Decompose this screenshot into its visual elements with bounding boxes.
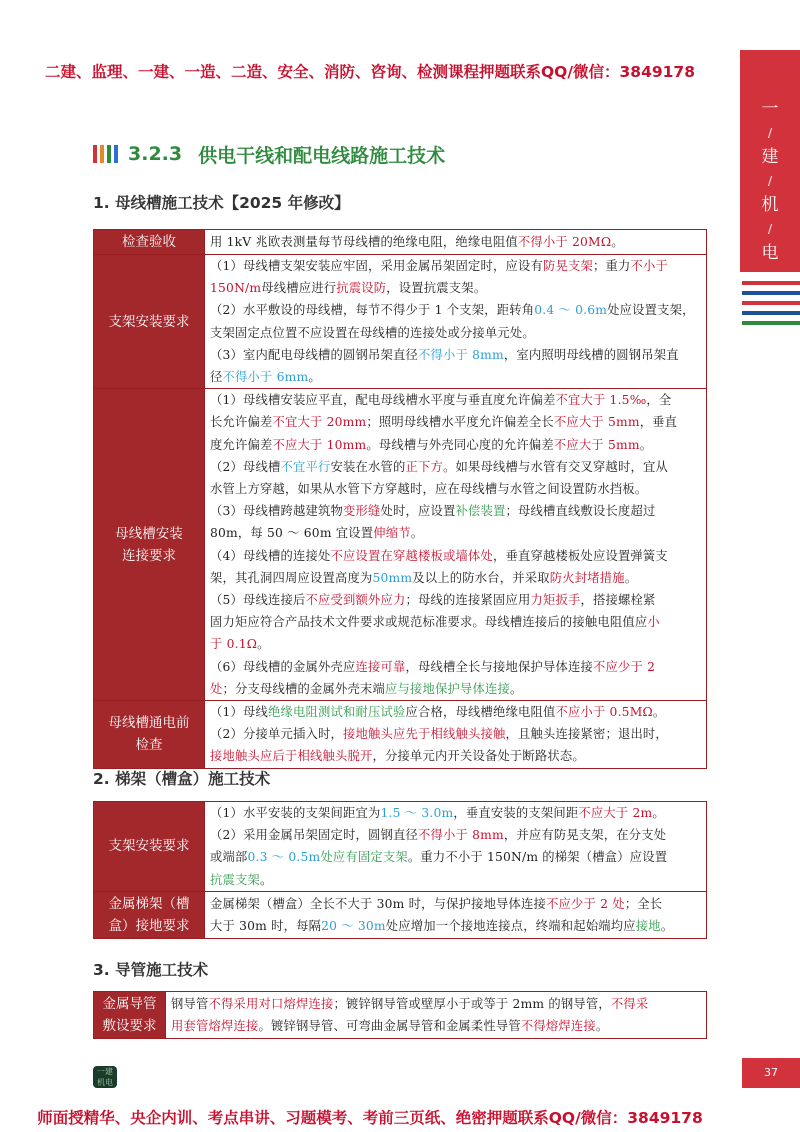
highlighted-text: 不应少于 2 处 [546, 896, 625, 911]
row-content [205, 230, 707, 255]
body-text: 。 [611, 234, 624, 249]
table-row [94, 992, 707, 1039]
content-line [210, 366, 701, 388]
body-text: ；分支母线槽的金属外壳末端 [222, 681, 385, 696]
decor-stripe [742, 281, 800, 285]
content-line [210, 701, 701, 723]
content-line [210, 824, 701, 846]
row-content [205, 255, 707, 389]
highlighted-text: 0.3 ～ 0.5m [247, 850, 321, 865]
decor-stripe [742, 291, 800, 295]
body-text: 应合格，母线槽绝缘电阻值 [405, 705, 556, 720]
content-line [210, 915, 701, 937]
body-text: （2）采用金属吊架固定时，圆钢直径 [210, 828, 418, 843]
content-line [210, 567, 701, 589]
body-text: 及以上的防水台，并采取 [412, 570, 550, 585]
highlighted-text: 不得熔焊连接 [520, 1019, 596, 1033]
body-text: 。 [257, 637, 270, 652]
highlighted-text: 应与接地保护导体连接 [384, 681, 510, 696]
highlighted-text: 不得小于 6mm [222, 370, 309, 385]
cable-tray-table [93, 801, 707, 939]
body-text: ；镀锌钢导管或壁厚小于或等于 2mm 的钢导管， [333, 996, 611, 1011]
content-line [210, 656, 701, 678]
body-text: 架，其孔洞四周应设置高度为 [210, 570, 373, 585]
body-text: 安装在水管的 [330, 459, 406, 474]
highlighted-text: 接地触头应后于相线触头脱开 [210, 749, 373, 764]
highlighted-text: 不得采 [610, 996, 649, 1011]
highlighted-text: 正下方 [405, 459, 443, 474]
content-line [210, 893, 701, 915]
highlighted-text: 20 ～ 30m [321, 918, 386, 933]
content-line [210, 389, 701, 411]
highlighted-text: 处 [210, 681, 223, 696]
heading-bars-icon [93, 145, 118, 163]
content-line [171, 1015, 701, 1037]
body-text: （3）母线槽跨越建筑物 [210, 504, 343, 519]
body-text: 钢导管 [171, 996, 209, 1011]
highlighted-text: 处应有固定支架 [320, 850, 408, 865]
body-text: 。 [595, 1019, 609, 1033]
row-label: 金属梯架（槽盒）接地要求 [94, 891, 205, 938]
content-line [171, 993, 701, 1015]
body-text: ；全长 [624, 896, 663, 911]
highlighted-text: 150N/m [210, 281, 262, 296]
highlighted-text: 不得小于 8mm [417, 828, 504, 843]
side-tab-char: 机 [761, 195, 779, 215]
highlighted-text: 不应大于 5mm [553, 415, 640, 430]
highlighted-text: 补偿装置 [455, 504, 506, 519]
subheading-cable-tray: 2. 梯架（槽盒）施工技术 [93, 770, 271, 788]
highlighted-text: 不宜平行 [280, 459, 331, 474]
body-text: 用 1kV 兆欧表测量每节母线槽的绝缘电阻，绝缘电阻值 [210, 234, 518, 249]
content-line [210, 478, 701, 500]
row-content [205, 701, 707, 769]
content-line [210, 299, 701, 321]
highlighted-text: 不得小于 8mm [417, 347, 504, 362]
highlighted-text: 不得采用对口熔焊连接 [208, 996, 334, 1011]
highlighted-text: 不得小于 20MΩ [517, 234, 612, 249]
table-row [94, 802, 707, 892]
body-text: （2）母线槽 [210, 459, 281, 474]
body-text: 金属梯架（槽盒）全长不大于 30m 时，与保护接地导体连接 [210, 896, 547, 911]
highlighted-text: 接地触头应先于相线触头接触 [343, 727, 506, 742]
section-number: 3.2.3 [128, 143, 183, 165]
content-line [210, 802, 701, 824]
body-text: ，设置抗震支架。 [386, 281, 487, 296]
highlighted-text: 绝缘电阻测试和耐压试验 [268, 705, 406, 720]
body-text: （5）母线连接后 [210, 593, 306, 608]
highlighted-text: 不应大于 2m [578, 806, 653, 820]
highlighted-text: 防火封堵措施 [549, 570, 625, 585]
body-text: 处应增加一个接地连接点，终端和起始端均应 [385, 918, 636, 933]
body-text: ；母线的连接紧固应用 [405, 593, 531, 608]
body-text: ；重力 [592, 259, 631, 273]
body-text: 。 [660, 918, 674, 933]
content-line [210, 500, 701, 522]
body-text: 大于 30m 时，每隔 [210, 918, 322, 933]
body-text: 处应设置支架， [607, 303, 695, 318]
highlighted-text: 50mm [372, 570, 413, 585]
highlighted-text: 用套管熔焊连接 [171, 1019, 259, 1033]
body-text: ，且触头连接紧密；退出时， [505, 727, 668, 742]
highlighted-text: 不宜大于 20mm [272, 415, 367, 430]
body-text: 。 [308, 370, 321, 385]
body-text: ，室内照明母线槽的圆钢吊架直 [503, 347, 679, 362]
highlighted-text: 小 [647, 615, 660, 630]
body-text: ，分接单元内开关设备处于断路状态。 [372, 749, 585, 764]
page-number: 37 [742, 1058, 800, 1088]
row-content [205, 389, 707, 701]
section-heading [93, 140, 445, 168]
body-text: （3）室内配电母线槽的圆钢吊架直径 [210, 347, 418, 362]
body-text: ，搭接螺栓紧 [580, 593, 656, 608]
content-line [210, 231, 701, 253]
highlighted-text: 接地 [635, 918, 661, 933]
body-text: ，垂直安装的支架间距 [453, 806, 579, 820]
subheading-busway: 1. 母线槽施工技术【2025 年修改】 [93, 194, 350, 212]
body-text: 度允许偏差 [210, 437, 273, 452]
content-line [210, 633, 701, 655]
body-text: 。 [509, 681, 523, 696]
content-line [210, 589, 701, 611]
content-line [210, 846, 701, 868]
table-row [94, 230, 707, 255]
body-text: 处时，应设置 [380, 504, 456, 519]
content-line [210, 255, 701, 277]
section-title: 供电干线和配电线路施工技术 [198, 144, 446, 167]
highlighted-text: 不应少于 2 [592, 659, 656, 674]
side-tab-char: 电 [761, 243, 779, 263]
body-text: 。重力不小于 150N/m 的梯架（槽盒）应设置 [407, 850, 668, 865]
row-label: 母线槽通电前检查 [94, 701, 205, 769]
highlighted-text: 防晃支架 [542, 259, 593, 273]
busway-table [93, 229, 707, 769]
highlighted-text: 不应大于 5mm [553, 437, 640, 452]
highlighted-text: 抗震设防 [336, 281, 387, 296]
content-line [210, 678, 701, 700]
row-content [166, 992, 707, 1039]
content-line [210, 277, 701, 299]
row-label: 母线槽安装连接要求 [94, 389, 205, 701]
body-text: 。 [624, 570, 638, 585]
body-text: （2）水平敷设的母线槽，每节不得少于 1 个支架，距转角 [210, 303, 535, 318]
highlighted-text: 力矩扳手 [530, 593, 581, 608]
content-line [210, 434, 701, 456]
decor-stripe [742, 311, 800, 315]
body-text: （1）母线 [210, 705, 269, 720]
body-text: ，垂直 [639, 415, 678, 430]
body-text: 。 [652, 705, 666, 720]
decor-stripe [742, 321, 800, 325]
content-line [210, 869, 701, 891]
highlighted-text: 连接可靠 [355, 659, 406, 674]
body-text: （1）母线槽支架安装应牢固，采用金属吊架固定时，应设有 [210, 259, 543, 273]
table-row [94, 891, 707, 938]
body-text: ；母线槽直线敷设长度超过 [505, 504, 656, 519]
body-text: 。 [652, 806, 665, 820]
body-text: ，垂直穿越楼板处应设置弹簧支 [492, 548, 668, 563]
side-tab-char: 建 [761, 147, 779, 167]
body-text: 径 [210, 370, 223, 385]
chapter-side-tab: 一 / 建 / 机 / 电 [740, 50, 800, 272]
body-text: （2）分接单元插入时， [210, 727, 343, 742]
body-text: 长允许偏差 [210, 415, 273, 430]
body-text: 固力矩应符合产品技术文件要求或规范标准要求。母线槽连接后的接触电阻值应 [210, 615, 648, 630]
body-text: 。 [639, 437, 653, 452]
content-line [210, 456, 701, 478]
body-text: ，全 [646, 393, 672, 408]
body-text: 或端部 [210, 850, 248, 865]
highlighted-text: 0.4 ～ 0.6m [534, 303, 608, 318]
highlighted-text: 伸缩节 [373, 526, 411, 541]
row-content [205, 891, 707, 938]
body-text: 。母线槽与外壳同心度的允许偏差 [366, 437, 554, 452]
content-line [210, 322, 701, 344]
highlighted-text: 不应设置在穿越楼板或墙体处 [330, 548, 493, 563]
body-text: 支架固定点位置不应设置在母线槽的连接处或分接单元处。 [210, 325, 535, 340]
highlighted-text: 不应大于 10mm [272, 437, 367, 452]
highlighted-text: 1.5 ～ 3.0m [380, 806, 454, 820]
content-line [210, 522, 701, 544]
top-ad-banner: 二建、监理、一建、一造、二造、安全、消防、咨询、检测课程押题联系QQ/微信：3849178 [44, 63, 695, 81]
body-text: （1）母线槽安装应平直，配电母线槽水平度与垂直度允许偏差 [210, 393, 556, 408]
row-content [205, 802, 707, 892]
highlighted-text: 不应小于 0.5MΩ [555, 705, 653, 720]
content-line [210, 344, 701, 366]
body-text: ，并应有防晃支架，在分支处 [503, 828, 667, 843]
highlighted-text: 抗震支架 [210, 872, 260, 887]
bottom-ad-banner: 师面授精华、央企内训、考点串讲、习题模考、考前三页纸、绝密押题联系QQ/微信：3849178 [37, 1109, 703, 1127]
body-text: ；照明母线槽水平度允许偏差全长 [366, 415, 554, 430]
decor-stripe [742, 301, 800, 305]
highlighted-text: 不小于 [630, 259, 668, 273]
body-text: 80m，每 50 ～ 60m 宜设置 [210, 526, 374, 541]
row-label: 支架安装要求 [94, 802, 205, 892]
table-row [94, 701, 707, 769]
table-row [94, 389, 707, 701]
row-label: 检查验收 [94, 230, 205, 255]
content-line [210, 745, 701, 767]
conduit-table [93, 991, 707, 1039]
body-text: （4）母线槽的连接处 [210, 548, 331, 563]
content-line [210, 411, 701, 433]
body-text: 。 [410, 526, 424, 541]
body-text: 。 [260, 872, 273, 887]
row-label: 支架安装要求 [94, 255, 205, 389]
highlighted-text: 于 0.1Ω [210, 637, 258, 652]
body-text: （6）母线槽的金属外壳应 [210, 659, 356, 674]
publisher-logo: 一建 机电 [93, 1066, 117, 1088]
content-line [210, 545, 701, 567]
content-line [210, 611, 701, 633]
row-label: 金属导管敷设要求 [94, 992, 166, 1039]
body-text: 水管上方穿越，如果从水管下方穿越时，应在母线槽与水管之间设置防水挡板。 [210, 482, 648, 497]
highlighted-text: 不宜大于 1.5‰ [555, 393, 647, 408]
highlighted-text: 不应受到额外应力 [305, 593, 406, 608]
table-row [94, 255, 707, 389]
content-line [210, 723, 701, 745]
body-text: （1）水平安装的支架间距宜为 [210, 806, 381, 820]
body-text: 母线槽应进行 [261, 281, 337, 296]
body-text: 。如果母线槽与水管有交叉穿越时，宜从 [443, 459, 668, 474]
body-text: ，母线槽全长与接地保护导体连接 [405, 659, 593, 674]
body-text: 。镀锌钢导管、可弯曲金属导管和金属柔性导管 [258, 1019, 521, 1033]
subheading-conduit: 3. 导管施工技术 [93, 961, 209, 979]
side-tab-char: 一 [761, 99, 779, 119]
highlighted-text: 变形缝 [343, 504, 381, 519]
